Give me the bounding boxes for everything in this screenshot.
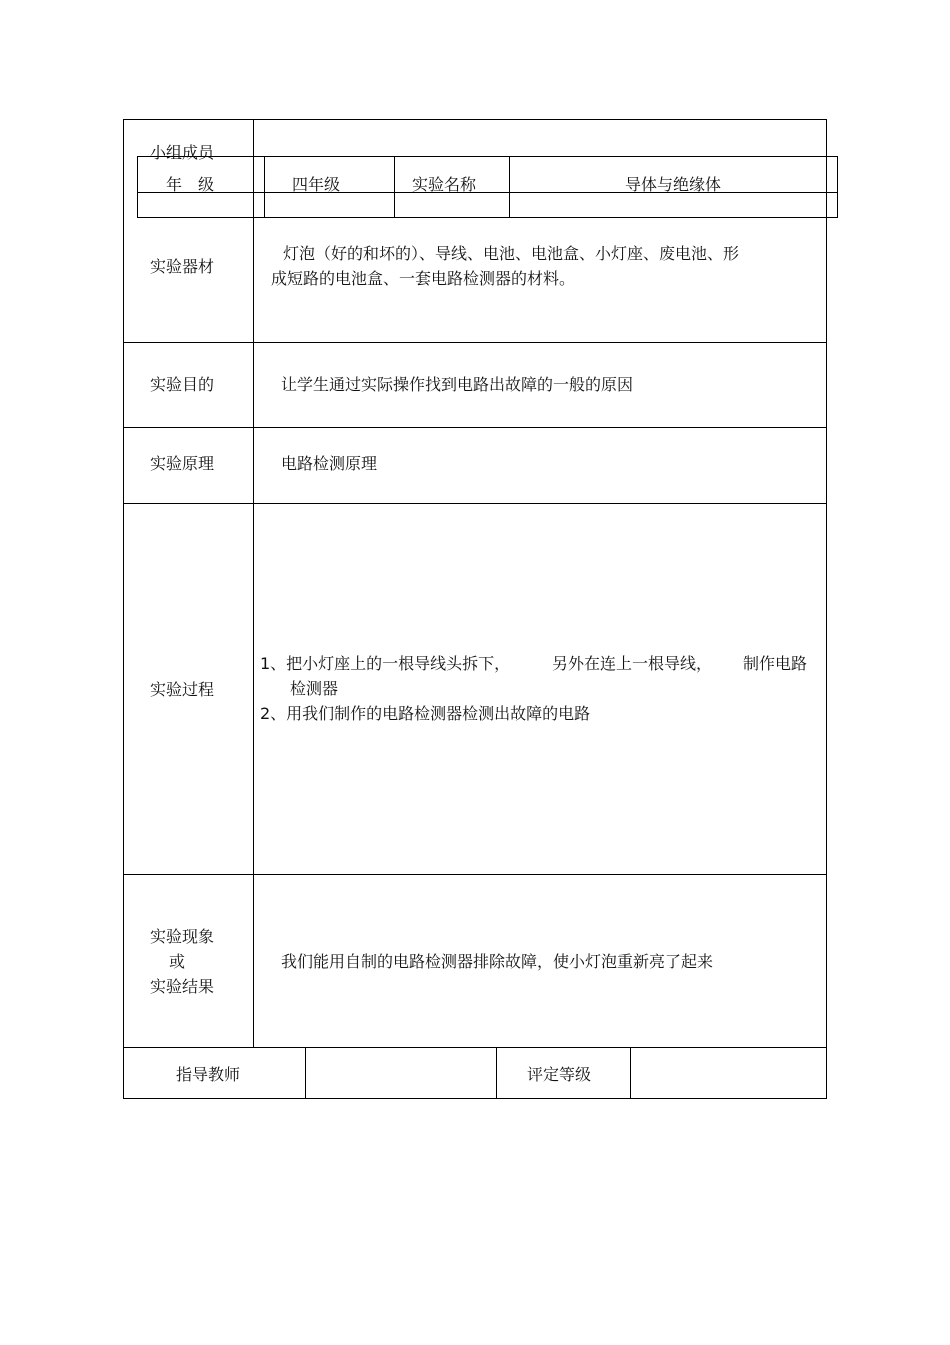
result-text: 我们能用自制的电路检测器排除故障，使小灯泡重新亮了起来 — [281, 952, 714, 971]
materials-label: 实验器材 — [150, 257, 215, 276]
result-label-line-3: 实验结果 — [150, 977, 215, 996]
row-separator-materials — [123, 342, 827, 343]
table-border-top — [123, 119, 827, 120]
label-column-divider — [253, 119, 254, 1048]
row-separator-principle — [123, 503, 827, 504]
process-step-1-part-c: 制作电路 — [743, 654, 808, 673]
experiment-name-label: 实验名称 — [412, 175, 477, 194]
members-label: 小组成员 — [150, 143, 215, 162]
footer-divider-1 — [305, 1047, 306, 1099]
experiment-name-value: 导体与绝缘体 — [624, 175, 721, 194]
teacher-label: 指导教师 — [176, 1065, 241, 1084]
row-separator-purpose — [123, 427, 827, 428]
process-step-2: 2、用我们制作的电路检测器检测出故障的电路 — [260, 704, 591, 723]
grade-value: 四年级 — [292, 175, 341, 194]
table-border-bottom — [123, 1098, 827, 1099]
grade-row-right — [837, 156, 838, 218]
principle-text: 电路检测原理 — [281, 454, 378, 473]
principle-label: 实验原理 — [150, 454, 215, 473]
table-border-right — [826, 119, 827, 1099]
process-label: 实验过程 — [150, 680, 215, 699]
purpose-text: 让学生通过实际操作找到电路出故障的一般的原因 — [281, 375, 634, 394]
materials-line-2: 成短路的电池盒、一套电路检测器的材料。 — [271, 269, 576, 288]
grade-row-divider-2 — [394, 156, 395, 218]
purpose-label: 实验目的 — [150, 375, 215, 394]
grade-row-divider-1 — [264, 156, 265, 218]
row-separator-result — [123, 1047, 827, 1048]
process-step-1-part-a: 1、把小灯座上的一根导线头拆下， — [260, 654, 511, 673]
footer-divider-3 — [630, 1047, 631, 1099]
footer-divider-2 — [496, 1047, 497, 1099]
result-label-line-2: 或 — [169, 952, 186, 971]
grade-row-left — [137, 156, 138, 218]
process-step-1-continued: 检测器 — [290, 679, 339, 698]
rating-label: 评定等级 — [527, 1065, 592, 1084]
row-separator-process — [123, 874, 827, 875]
process-step-1-part-b: 另外在连上一根导线， — [552, 654, 713, 673]
grade-row-bottom — [137, 217, 838, 218]
table-border-left — [123, 119, 124, 1099]
result-label-line-1: 实验现象 — [150, 927, 215, 946]
grade-label: 年 级 — [166, 175, 215, 194]
grade-row-top — [137, 156, 838, 157]
materials-line-1: 灯泡（好的和坏的）、导线、电池、电池盒、小灯座、废电池、形 — [283, 244, 740, 263]
